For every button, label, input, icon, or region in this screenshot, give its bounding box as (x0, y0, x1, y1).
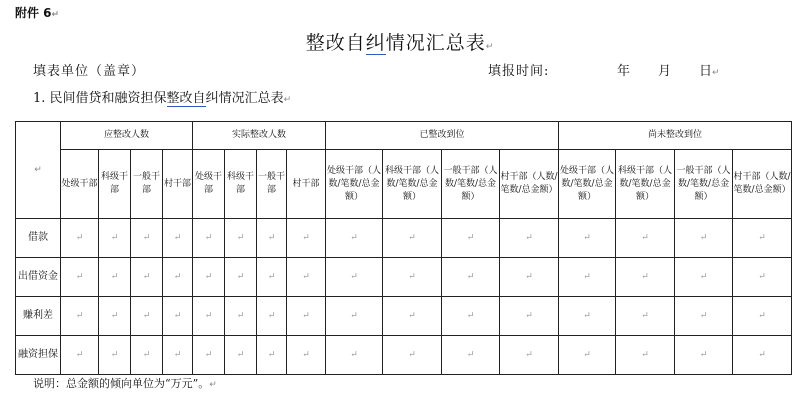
data-cell[interactable]: ↵ (287, 297, 326, 336)
data-cell[interactable]: ↵ (61, 258, 99, 297)
data-cell[interactable]: ↵ (225, 297, 257, 336)
data-cell[interactable]: ↵ (131, 219, 163, 258)
data-cell[interactable]: ↵ (163, 297, 193, 336)
data-cell[interactable]: ↵ (163, 219, 193, 258)
data-cell[interactable]: ↵ (99, 258, 131, 297)
attachment-label: 附件 6↵ (15, 6, 60, 20)
day-label: 日 (699, 64, 713, 79)
sub-header: 一般干部（人数/笔数/总金额） (675, 150, 733, 219)
data-cell[interactable]: ↵ (616, 297, 675, 336)
data-cell[interactable]: ↵ (257, 219, 287, 258)
row-label: 借款 (16, 219, 61, 258)
sub-header: 村干部（人数/笔数/总金额） (733, 150, 792, 219)
data-cell[interactable]: ↵ (193, 258, 225, 297)
data-cell[interactable]: ↵ (675, 336, 733, 375)
sub-header: 一般干部 (131, 150, 163, 219)
table-row (16, 297, 792, 336)
data-cell[interactable]: ↵ (257, 258, 287, 297)
data-cell[interactable]: ↵ (733, 336, 792, 375)
section-title: 1. 民间借贷和融资担保整改自纠情况汇总表↵ (33, 91, 292, 106)
data-cell[interactable]: ↵ (257, 336, 287, 375)
data-cell[interactable]: ↵ (675, 297, 733, 336)
data-cell[interactable]: ↵ (131, 297, 163, 336)
data-cell[interactable]: ↵ (225, 336, 257, 375)
footnote: 说明：总金额的倾向单位为“万元”。↵ (33, 377, 217, 390)
month-label: 月 (658, 64, 672, 79)
data-cell[interactable]: ↵ (500, 297, 559, 336)
data-cell[interactable]: ↵ (99, 336, 131, 375)
data-cell[interactable]: ↵ (442, 297, 500, 336)
sub-header: 处级干部 (61, 150, 99, 219)
data-cell[interactable]: ↵ (163, 258, 193, 297)
sub-header: 村干部（人数/笔数/总金额） (500, 150, 559, 219)
sub-header: 一般干部 (257, 150, 287, 219)
sub-header: 村干部 (287, 150, 326, 219)
data-cell[interactable]: ↵ (616, 336, 675, 375)
data-cell[interactable]: ↵ (326, 258, 383, 297)
data-cell[interactable]: ↵ (675, 219, 733, 258)
fill-time-label: 填报时间: (488, 64, 550, 79)
data-cell[interactable]: ↵ (131, 258, 163, 297)
data-cell[interactable]: ↵ (500, 336, 559, 375)
table-row (16, 219, 792, 258)
row-label: 赚利差 (16, 297, 61, 336)
sub-header: 科级干部 (225, 150, 257, 219)
data-cell[interactable]: ↵ (61, 336, 99, 375)
data-cell[interactable]: ↵ (559, 336, 616, 375)
data-cell[interactable]: ↵ (559, 219, 616, 258)
group-header: 尚未整改到位 (559, 122, 792, 150)
data-cell[interactable]: ↵ (500, 219, 559, 258)
data-cell[interactable]: ↵ (257, 297, 287, 336)
sub-header: 处级干部（人数/笔数/总金额） (326, 150, 383, 219)
data-cell[interactable]: ↵ (675, 258, 733, 297)
sub-header: 村干部 (163, 150, 193, 219)
sub-header: 科级干部（人数/笔数/总金额） (383, 150, 442, 219)
data-cell[interactable]: ↵ (559, 258, 616, 297)
data-cell[interactable]: ↵ (442, 219, 500, 258)
sub-header: 科级干部 (99, 150, 131, 219)
data-cell[interactable]: ↵ (383, 297, 442, 336)
data-cell[interactable]: ↵ (383, 219, 442, 258)
data-cell[interactable]: ↵ (131, 336, 163, 375)
table-row (16, 258, 792, 297)
data-cell[interactable]: ↵ (559, 297, 616, 336)
data-cell[interactable]: ↵ (733, 258, 792, 297)
data-cell[interactable]: ↵ (383, 258, 442, 297)
data-cell[interactable]: ↵ (287, 258, 326, 297)
data-cell[interactable]: ↵ (500, 258, 559, 297)
data-cell[interactable]: ↵ (163, 336, 193, 375)
data-cell[interactable]: ↵ (193, 336, 225, 375)
sub-header: 处级干部（人数/笔数/总金额） (559, 150, 616, 219)
group-header: 应整改人数 (61, 122, 193, 150)
table-row (16, 336, 792, 375)
sub-header: 处级干部 (193, 150, 225, 219)
data-cell[interactable]: ↵ (442, 336, 500, 375)
data-cell[interactable]: ↵ (225, 219, 257, 258)
data-cell[interactable]: ↵ (326, 219, 383, 258)
corner-cell: ↵ (16, 122, 61, 219)
data-cell[interactable]: ↵ (287, 336, 326, 375)
data-cell[interactable]: ↵ (225, 258, 257, 297)
year-label: 年 (617, 64, 631, 79)
sub-header: 一般干部（人数/笔数/总金额） (442, 150, 500, 219)
group-header: 已整改到位 (326, 122, 559, 150)
data-cell[interactable]: ↵ (442, 258, 500, 297)
data-cell[interactable]: ↵ (326, 336, 383, 375)
data-cell[interactable]: ↵ (99, 219, 131, 258)
data-cell[interactable]: ↵ (733, 297, 792, 336)
sub-header: 科级干部（人数/笔数/总金额） (616, 150, 675, 219)
data-cell[interactable]: ↵ (193, 219, 225, 258)
data-cell[interactable]: ↵ (616, 219, 675, 258)
row-label: 出借资金 (16, 258, 61, 297)
data-cell[interactable]: ↵ (383, 336, 442, 375)
data-cell[interactable]: ↵ (61, 219, 99, 258)
data-cell[interactable]: ↵ (616, 258, 675, 297)
data-cell[interactable]: ↵ (287, 219, 326, 258)
document-title: 整改自纠情况汇总表↵ (305, 32, 495, 54)
row-label: 融资担保 (16, 336, 61, 375)
group-header: 实际整改人数 (193, 122, 326, 150)
data-cell[interactable]: ↵ (326, 297, 383, 336)
data-cell[interactable]: ↵ (733, 219, 792, 258)
fill-unit-label: 填表单位（盖章） (33, 64, 146, 79)
data-cell[interactable]: ↵ (193, 297, 225, 336)
data-cell[interactable]: ↵ (99, 297, 131, 336)
fill-date: 年 月 日↵ (617, 60, 720, 79)
summary-table (15, 121, 792, 375)
data-cell[interactable]: ↵ (61, 297, 99, 336)
